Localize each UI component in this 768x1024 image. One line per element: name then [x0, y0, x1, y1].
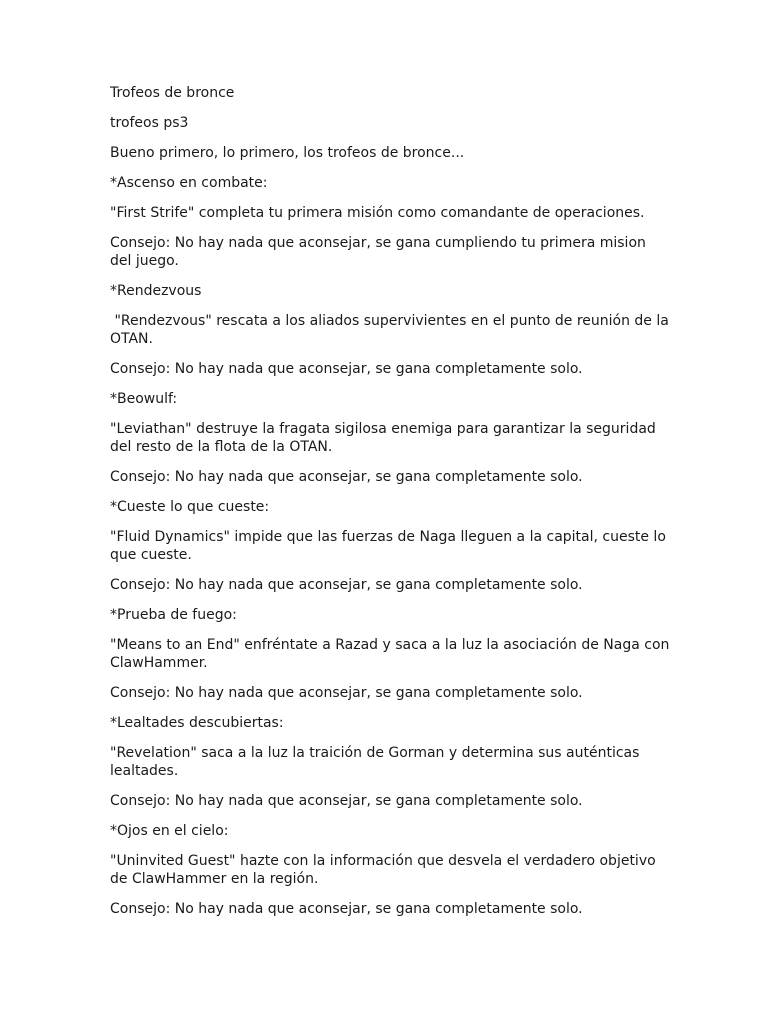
trophy-heading: *Rendezvous	[110, 283, 202, 299]
paragraph: Bueno primero, lo primero, los trofeos de bronce...	[110, 145, 465, 161]
trophy-heading: *Ojos en el cielo:	[110, 823, 229, 839]
trophy-description: "Revelation" saca a la luz la traición de Gorman y determina sus auténticas lealtades.	[110, 745, 644, 779]
trophy-description: "First Strife" completa tu primera misión como comandante de operaciones.	[110, 205, 645, 221]
trophy-tip: Consejo: No hay nada que aconsejar, se gana completamente solo.	[110, 469, 583, 485]
trophy-heading: *Beowulf:	[110, 391, 178, 407]
trophy-tip: Consejo: No hay nada que aconsejar, se gana completamente solo.	[110, 361, 583, 377]
trophy-heading: *Prueba de fuego:	[110, 607, 237, 623]
trophy-heading: *Cueste lo que cueste:	[110, 499, 270, 515]
document-body	[110, 84, 674, 930]
trophy-tip: Consejo: No hay nada que aconsejar, se gana cumpliendo tu primera mision del juego.	[110, 235, 651, 269]
trophy-description: "Means to an End" enfréntate a Razad y saca a la luz la asociación de Naga con ClawHammer.	[110, 637, 674, 671]
paragraph: trofeos ps3	[110, 115, 189, 131]
trophy-heading: *Lealtades descubiertas:	[110, 715, 284, 731]
trophy-tip: Consejo: No hay nada que aconsejar, se gana completamente solo.	[110, 793, 583, 809]
trophy-description: "Rendezvous" rescata a los aliados supervivientes en el punto de reunión de la OTAN.	[110, 313, 674, 347]
trophy-description: "Leviathan" destruye la fragata sigilosa enemiga para garantizar la seguridad del resto de la flota de la OTAN.	[110, 421, 661, 455]
trophy-heading: *Ascenso en combate:	[110, 175, 268, 191]
trophy-tip: Consejo: No hay nada que aconsejar, se gana completamente solo.	[110, 685, 583, 701]
trophy-tip: Consejo: No hay nada que aconsejar, se gana completamente solo.	[110, 901, 583, 917]
trophy-description: "Uninvited Guest" hazte con la información que desvela el verdadero objetivo de ClawHammer en la región.	[110, 853, 661, 887]
document-title: Trofeos de bronce	[110, 85, 235, 101]
trophy-tip: Consejo: No hay nada que aconsejar, se gana completamente solo.	[110, 577, 583, 593]
trophy-description: "Fluid Dynamics" impide que las fuerzas de Naga lleguen a la capital, cueste lo que cueste.	[110, 529, 671, 563]
